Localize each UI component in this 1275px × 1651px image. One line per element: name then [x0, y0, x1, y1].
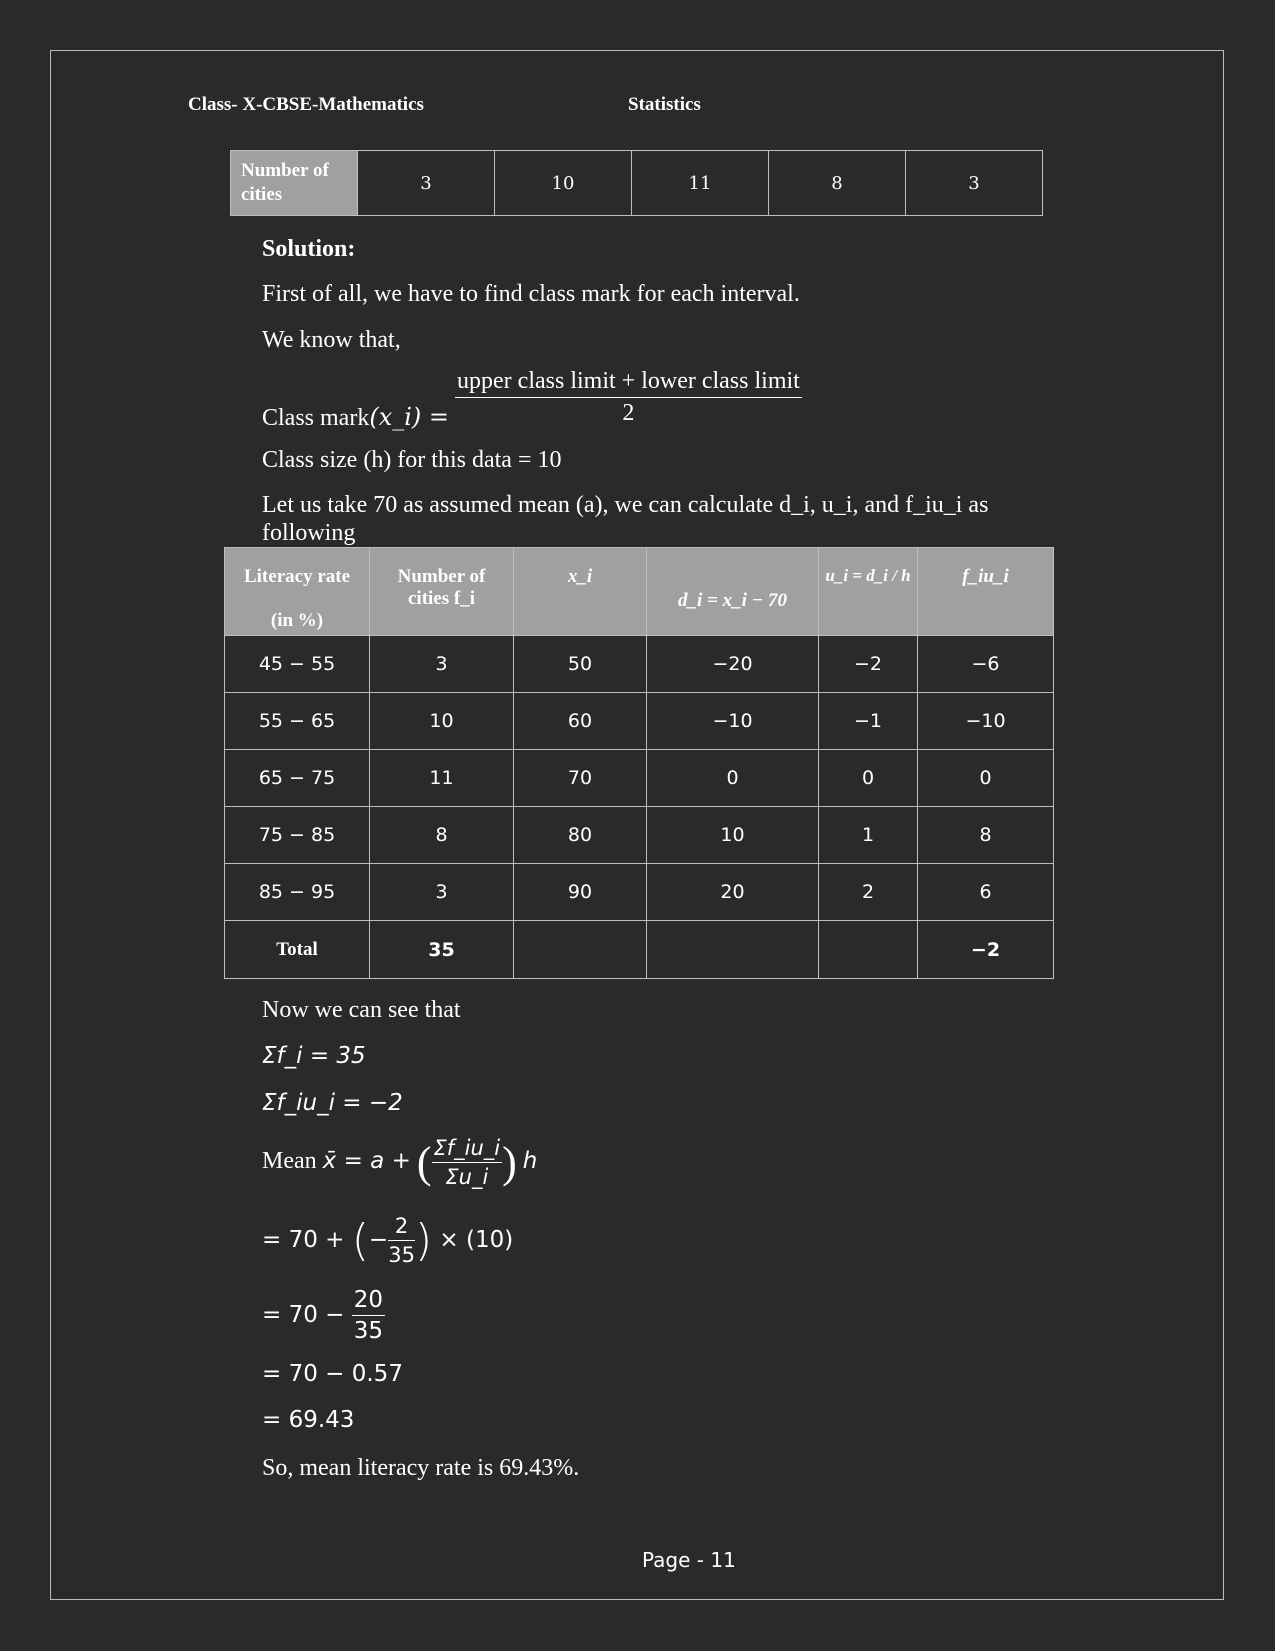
mean-formula — [262, 1136, 537, 1189]
total-empty — [647, 921, 819, 979]
mean-expression: x̄ = a + — [322, 1148, 411, 1175]
class-mark-prefix: Class mark — [262, 405, 370, 432]
cell-xi: 90 — [514, 864, 647, 921]
mean-numerator: Σf_iu_i — [433, 1136, 501, 1160]
cell-di: 10 — [647, 807, 819, 864]
step-2-denominator: 35 — [353, 1318, 384, 1344]
header-subject: Class- X-CBSE-Mathematics — [188, 94, 424, 115]
cell-interval: 65 − 75 — [225, 750, 370, 807]
cell-frequency: 3 — [370, 636, 514, 693]
cell-interval: 85 − 95 — [225, 864, 370, 921]
header-xi: x_i — [514, 548, 647, 636]
header-literacy-rate — [225, 548, 370, 636]
table-row — [225, 636, 1054, 693]
cities-value: 8 — [769, 151, 906, 216]
step-1-prefix: = 70 + — [262, 1227, 345, 1253]
total-empty — [819, 921, 918, 979]
step-2 — [262, 1287, 385, 1344]
class-mark-denominator: 2 — [622, 400, 635, 426]
paren-open-icon: ( — [351, 1215, 369, 1266]
conclusion-line-1: Now we can see that — [262, 997, 461, 1023]
cell-fiui: 0 — [918, 750, 1054, 807]
calculation-table — [224, 547, 1054, 979]
cities-label: Number of cities — [231, 151, 358, 216]
header-number-of-cities — [370, 548, 514, 636]
table-row — [231, 151, 1043, 216]
header-literacy-rate-line2: (in %) — [270, 610, 324, 631]
cell-ui: −1 — [819, 693, 918, 750]
sum-fu: Σf_iu_i = −2 — [262, 1090, 403, 1116]
header-ui: u_i = d_i / h — [819, 548, 918, 636]
class-size-line: Class size (h) for this data = 10 — [262, 447, 562, 473]
header-literacy-rate-line1: Literacy rate — [243, 566, 351, 587]
total-label: Total — [225, 921, 370, 979]
cities-value: 3 — [358, 151, 495, 216]
step-2-fraction — [352, 1287, 385, 1344]
step-1: = 70 + (− $\frac{2}{35}$ ) × (10) — [262, 1214, 514, 1267]
cities-value: 10 — [495, 151, 632, 216]
cell-di: 20 — [647, 864, 819, 921]
cell-fiui: 8 — [918, 807, 1054, 864]
solution-line-2: We know that, — [262, 327, 401, 353]
header-fiui: f_iu_i — [918, 548, 1054, 636]
cities-value: 3 — [906, 151, 1043, 216]
cell-ui: 2 — [819, 864, 918, 921]
paren-close-icon: ) — [414, 1215, 433, 1266]
header-di: d_i = x_i − 70 — [647, 548, 819, 636]
page-number: Page - 11 — [642, 1548, 736, 1572]
header-cities-line2: cities f_i — [407, 588, 475, 609]
class-mark-numerator: upper class limit + lower class limit — [455, 368, 802, 398]
cell-ui: 1 — [819, 807, 918, 864]
header-chapter: Statistics — [628, 94, 701, 115]
cell-interval: 55 − 65 — [225, 693, 370, 750]
cell-interval: 45 − 55 — [225, 636, 370, 693]
cell-xi: 60 — [514, 693, 647, 750]
cell-di: −10 — [647, 693, 819, 750]
table-row — [225, 864, 1054, 921]
step-1-suffix: × (10) — [439, 1227, 514, 1253]
cell-ui: −2 — [819, 636, 918, 693]
table-header-row — [225, 548, 1054, 636]
cell-xi: 70 — [514, 750, 647, 807]
cell-xi: 80 — [514, 807, 647, 864]
step-4: = 69.43 — [262, 1407, 355, 1433]
paren-open-icon: ( — [416, 1138, 432, 1187]
paren-close-icon: ) — [502, 1138, 517, 1187]
cell-ui: 0 — [819, 750, 918, 807]
cities-value: 11 — [632, 151, 769, 216]
cell-frequency: 8 — [370, 807, 514, 864]
cell-di: 0 — [647, 750, 819, 807]
solution-heading: Solution: — [262, 236, 356, 262]
mean-h: h — [522, 1148, 538, 1175]
cell-frequency: 10 — [370, 693, 514, 750]
assumed-mean-line-1: Let us take 70 as assumed mean (a), we can calculate d_i, u_i, and f_iu_i as — [262, 492, 989, 518]
table-row — [225, 750, 1054, 807]
total-empty — [514, 921, 647, 979]
assumed-mean-line-2: following — [262, 520, 356, 546]
cell-frequency: 3 — [370, 864, 514, 921]
cell-fiui: −6 — [918, 636, 1054, 693]
class-mark-fraction — [455, 368, 802, 427]
class-mark-formula — [262, 368, 802, 432]
cell-fiui: −10 — [918, 693, 1054, 750]
header-cities-line1: Number of — [397, 566, 486, 587]
step-1-numerator: 2 — [388, 1214, 415, 1241]
step-2-numerator: 20 — [352, 1287, 385, 1316]
solution-line-1: First of all, we have to find class mark for each interval. — [262, 281, 800, 307]
cell-di: −20 — [647, 636, 819, 693]
table-row — [225, 693, 1054, 750]
cell-xi: 50 — [514, 636, 647, 693]
cell-frequency: 11 — [370, 750, 514, 807]
sum-f: Σf_i = 35 — [262, 1043, 366, 1069]
step-1-fraction — [388, 1214, 415, 1267]
final-answer: So, mean literacy rate is 69.43%. — [262, 1455, 580, 1481]
cell-interval: 75 − 85 — [225, 807, 370, 864]
step-2-prefix: = 70 − — [262, 1302, 345, 1328]
mean-denominator: Σu_i — [432, 1162, 503, 1189]
total-fiui: −2 — [918, 921, 1054, 979]
class-mark-var: (x_i) = — [369, 403, 450, 432]
cities-table — [230, 150, 1043, 216]
step-3: = 70 − 0.57 — [262, 1361, 403, 1387]
total-frequency: 35 — [370, 921, 514, 979]
mean-label: Mean — [262, 1148, 317, 1175]
table-row — [225, 807, 1054, 864]
mean-fraction — [432, 1136, 503, 1189]
step-1-denominator: 35 — [388, 1243, 415, 1267]
cell-fiui: 6 — [918, 864, 1054, 921]
table-total-row — [225, 921, 1054, 979]
